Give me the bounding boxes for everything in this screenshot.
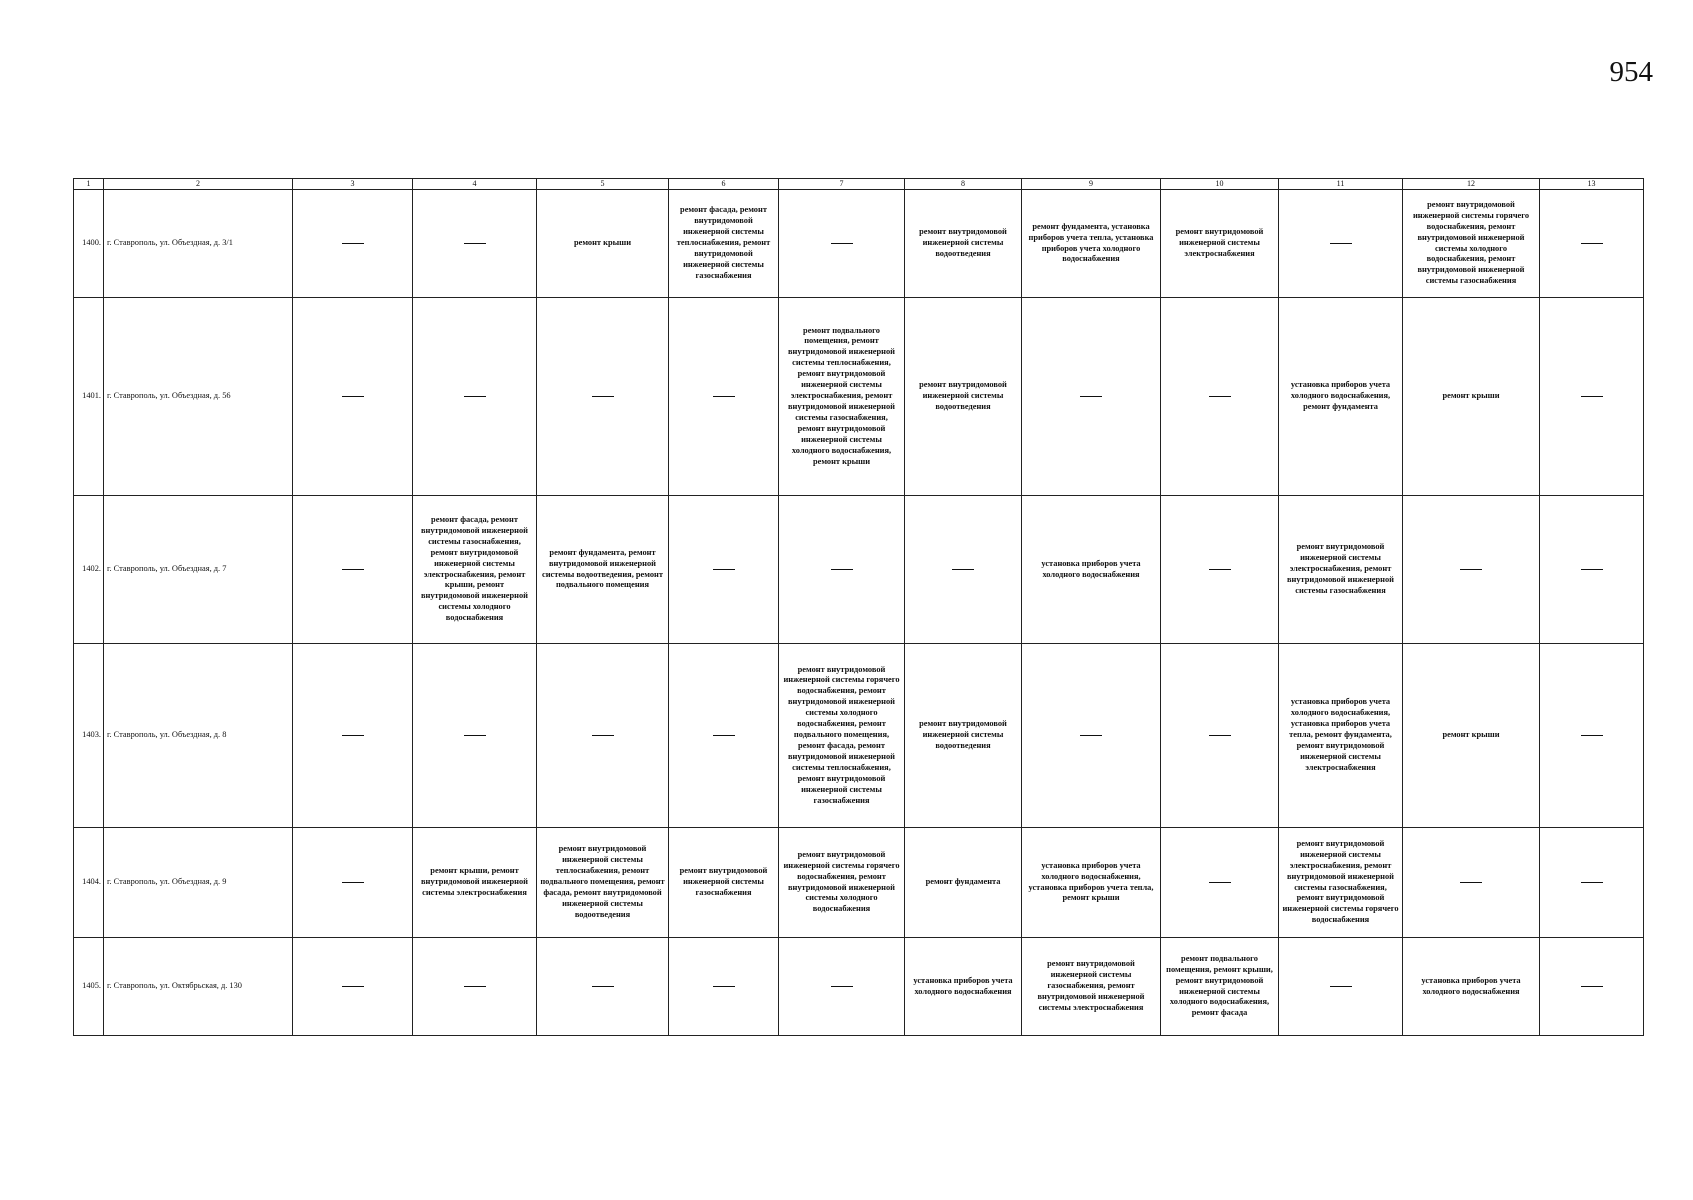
table-row	[74, 828, 1644, 938]
dash-mark	[592, 396, 614, 397]
row-number: 1400.	[74, 190, 104, 298]
empty-cell	[537, 298, 669, 496]
empty-cell	[293, 190, 413, 298]
empty-cell	[413, 644, 537, 828]
empty-cell	[293, 644, 413, 828]
dash-mark	[464, 396, 486, 397]
column-number: 11	[1279, 179, 1403, 190]
dash-mark	[1209, 396, 1231, 397]
dash-mark	[342, 986, 364, 987]
dash-mark	[1581, 243, 1603, 244]
work-cell: ремонт внутридомовой инженерной системы теплоснабжения, ремонт подвального помещения, ремонт фасада, ремонт внутридомовой инженерной системы водоотведения	[537, 828, 669, 938]
dash-mark	[464, 735, 486, 736]
dash-mark	[342, 396, 364, 397]
column-number: 4	[413, 179, 537, 190]
work-cell: установка приборов учета холодного водоснабжения, установка приборов учета тепла, ремонт крыши	[1022, 828, 1161, 938]
work-cell: ремонт внутридомовой инженерной системы электроснабжения, ремонт внутридомовой инженерной системы газоснабжения	[1279, 496, 1403, 644]
address-cell: г. Ставрополь, ул. Октябрьская, д. 130	[104, 938, 293, 1036]
empty-cell	[1540, 828, 1644, 938]
work-cell: ремонт внутридомовой инженерной системы водоотведения	[905, 644, 1022, 828]
dash-mark	[713, 569, 735, 570]
empty-cell	[669, 496, 779, 644]
dash-mark	[342, 882, 364, 883]
address-cell: г. Ставрополь, ул. Объездная, д. 8	[104, 644, 293, 828]
column-number-row	[74, 179, 1644, 190]
work-cell: ремонт крыши	[1403, 644, 1540, 828]
empty-cell	[293, 496, 413, 644]
work-cell: установка приборов учета холодного водоснабжения	[1403, 938, 1540, 1036]
empty-cell	[537, 938, 669, 1036]
work-cell: ремонт фундамента, установка приборов учета тепла, установка приборов учета холодного водоснабжения	[1022, 190, 1161, 298]
empty-cell	[1279, 938, 1403, 1036]
table-row	[74, 298, 1644, 496]
work-cell: ремонт фундамента	[905, 828, 1022, 938]
empty-cell	[669, 938, 779, 1036]
dash-mark	[713, 396, 735, 397]
table-row	[74, 190, 1644, 298]
dash-mark	[592, 735, 614, 736]
empty-cell	[669, 644, 779, 828]
column-number: 3	[293, 179, 413, 190]
empty-cell	[293, 298, 413, 496]
dash-mark	[1330, 243, 1352, 244]
table-row	[74, 644, 1644, 828]
empty-cell	[905, 496, 1022, 644]
column-number: 5	[537, 179, 669, 190]
column-number: 10	[1161, 179, 1279, 190]
column-number: 2	[104, 179, 293, 190]
work-cell: ремонт крыши, ремонт внутридомовой инженерной системы электроснабжения	[413, 828, 537, 938]
empty-cell	[1540, 496, 1644, 644]
dash-mark	[1080, 396, 1102, 397]
work-cell: ремонт внутридомовой инженерной системы газоснабжения, ремонт внутридомовой инженерной системы электроснабжения	[1022, 938, 1161, 1036]
empty-cell	[1403, 828, 1540, 938]
work-cell: ремонт подвального помещения, ремонт внутридомовой инженерной системы теплоснабжения, ремонт внутридомовой инженерной системы электроснабжения, ремонт внутридомовой инженерной системы газоснабжения, ремонт внутридомовой инженерной системы холодного водоснабжения, ремонт крыши	[779, 298, 905, 496]
empty-cell	[779, 190, 905, 298]
dash-mark	[1209, 735, 1231, 736]
address-cell: г. Ставрополь, ул. Объездная, д. 56	[104, 298, 293, 496]
column-number: 7	[779, 179, 905, 190]
work-cell: ремонт фасада, ремонт внутридомовой инженерной системы газоснабжения, ремонт внутридомовой инженерной системы электроснабжения, ремонт крыши, ремонт внутридомовой инженерной системы холодного водоснабжения	[413, 496, 537, 644]
empty-cell	[413, 938, 537, 1036]
work-cell: ремонт внутридомовой инженерной системы горячего водоснабжения, ремонт внутридомовой инженерной системы холодного водоснабжения, ремонт подвального помещения, ремонт фасада, ремонт внутридомовой инженерной системы теплоснабжения, ремонт внутридомовой инженерной системы газоснабжения	[779, 644, 905, 828]
empty-cell	[413, 298, 537, 496]
page-number: 954	[1609, 56, 1653, 88]
dash-mark	[831, 986, 853, 987]
work-cell: ремонт фасада, ремонт внутридомовой инженерной системы теплоснабжения, ремонт внутридомовой инженерной системы газоснабжения	[669, 190, 779, 298]
dash-mark	[464, 986, 486, 987]
work-cell: ремонт фундамента, ремонт внутридомовой инженерной системы водоотведения, ремонт подвального помещения	[537, 496, 669, 644]
work-cell: ремонт внутридомовой инженерной системы горячего водоснабжения, ремонт внутридомовой инженерной системы холодного водоснабжения, ремонт внутридомовой инженерной системы газоснабжения	[1403, 190, 1540, 298]
dash-mark	[342, 735, 364, 736]
work-cell: ремонт крыши	[1403, 298, 1540, 496]
empty-cell	[1540, 190, 1644, 298]
empty-cell	[1540, 298, 1644, 496]
work-cell: установка приборов учета холодного водоснабжения	[1022, 496, 1161, 644]
dash-mark	[1581, 569, 1603, 570]
empty-cell	[293, 938, 413, 1036]
column-number: 12	[1403, 179, 1540, 190]
empty-cell	[1161, 496, 1279, 644]
dash-mark	[713, 735, 735, 736]
dash-mark	[831, 243, 853, 244]
dash-mark	[1460, 569, 1482, 570]
address-cell: г. Ставрополь, ул. Объездная, д. 3/1	[104, 190, 293, 298]
row-number: 1405.	[74, 938, 104, 1036]
dash-mark	[1080, 735, 1102, 736]
work-cell: ремонт внутридомовой инженерной системы водоотведения	[905, 298, 1022, 496]
empty-cell	[1279, 190, 1403, 298]
dash-mark	[1330, 986, 1352, 987]
work-cell: установка приборов учета холодного водоснабжения	[905, 938, 1022, 1036]
empty-cell	[1161, 644, 1279, 828]
row-number: 1403.	[74, 644, 104, 828]
dash-mark	[831, 569, 853, 570]
column-number: 1	[74, 179, 104, 190]
table-row	[74, 938, 1644, 1036]
work-cell: ремонт внутридомовой инженерной системы электроснабжения	[1161, 190, 1279, 298]
work-cell: ремонт крыши	[537, 190, 669, 298]
column-number: 6	[669, 179, 779, 190]
row-number: 1402.	[74, 496, 104, 644]
dash-mark	[1209, 882, 1231, 883]
work-cell: ремонт внутридомовой инженерной системы газоснабжения	[669, 828, 779, 938]
empty-cell	[779, 496, 905, 644]
work-cell: ремонт внутридомовой инженерной системы горячего водоснабжения, ремонт внутридомовой инженерной системы холодного водоснабжения	[779, 828, 905, 938]
dash-mark	[1581, 882, 1603, 883]
table-row	[74, 496, 1644, 644]
empty-cell	[669, 298, 779, 496]
empty-cell	[1540, 938, 1644, 1036]
row-number: 1404.	[74, 828, 104, 938]
dash-mark	[1581, 396, 1603, 397]
empty-cell	[1403, 496, 1540, 644]
column-number: 9	[1022, 179, 1161, 190]
work-cell: ремонт внутридомовой инженерной системы водоотведения	[905, 190, 1022, 298]
column-number: 13	[1540, 179, 1644, 190]
dash-mark	[1581, 986, 1603, 987]
empty-cell	[413, 190, 537, 298]
dash-mark	[342, 569, 364, 570]
empty-cell	[1022, 644, 1161, 828]
empty-cell	[779, 938, 905, 1036]
work-cell: установка приборов учета холодного водоснабжения, установка приборов учета тепла, ремонт фундамента, ремонт внутридомовой инженерной системы электроснабжения	[1279, 644, 1403, 828]
empty-cell	[1161, 828, 1279, 938]
dash-mark	[1460, 882, 1482, 883]
dash-mark	[592, 986, 614, 987]
empty-cell	[537, 644, 669, 828]
empty-cell	[1161, 298, 1279, 496]
dash-mark	[713, 986, 735, 987]
work-cell: установка приборов учета холодного водоснабжения, ремонт фундамента	[1279, 298, 1403, 496]
work-cell: ремонт подвального помещения, ремонт крыши, ремонт внутридомовой инженерной системы холодного водоснабжения, ремонт фасада	[1161, 938, 1279, 1036]
empty-cell	[1540, 644, 1644, 828]
empty-cell	[293, 828, 413, 938]
row-number: 1401.	[74, 298, 104, 496]
empty-cell	[1022, 298, 1161, 496]
dash-mark	[464, 243, 486, 244]
dash-mark	[342, 243, 364, 244]
dash-mark	[1581, 735, 1603, 736]
address-cell: г. Ставрополь, ул. Объездная, д. 7	[104, 496, 293, 644]
column-number: 8	[905, 179, 1022, 190]
dash-mark	[952, 569, 974, 570]
address-cell: г. Ставрополь, ул. Объездная, д. 9	[104, 828, 293, 938]
dash-mark	[1209, 569, 1231, 570]
work-cell: ремонт внутридомовой инженерной системы электроснабжения, ремонт внутридомовой инженерной системы газоснабжения, ремонт внутридомовой инженерной системы горячего водоснабжения	[1279, 828, 1403, 938]
repair-schedule-table	[73, 178, 1644, 1036]
